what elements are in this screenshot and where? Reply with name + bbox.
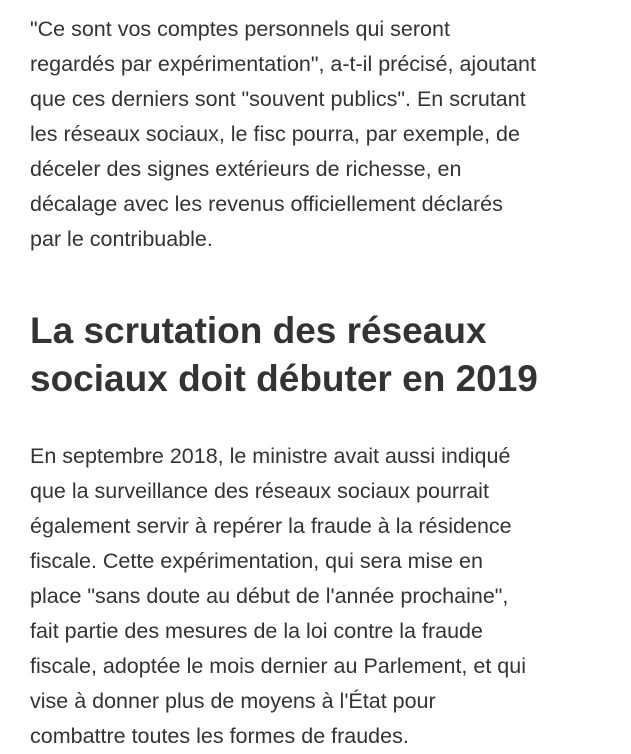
text-line: décalage avec les revenus officiellement déclarés bbox=[30, 192, 503, 216]
paragraph-intro bbox=[30, 12, 620, 257]
text-line: combattre toutes les formes de fraudes. bbox=[30, 724, 409, 748]
text-line: regardés par expérimentation", a-t-il précisé, ajoutant bbox=[30, 52, 536, 76]
heading-line: sociaux doit débuter en 2019 bbox=[30, 358, 538, 399]
text-line: que ces derniers sont "souvent publics". En scrutant bbox=[30, 87, 526, 111]
text-line: que la surveillance des réseaux sociaux pourrait bbox=[30, 479, 489, 503]
text-line: En septembre 2018, le ministre avait aussi indiqué bbox=[30, 444, 511, 468]
heading-line: La scrutation des réseaux bbox=[30, 310, 487, 351]
text-line: fait partie des mesures de la loi contre la fraude bbox=[30, 619, 483, 643]
text-line: par le contribuable. bbox=[30, 227, 213, 251]
text-line: les réseaux sociaux, le fisc pourra, par exemple, de bbox=[30, 122, 520, 146]
article-body bbox=[30, 12, 620, 754]
text-line: également servir à repérer la fraude à la résidence bbox=[30, 514, 512, 538]
text-line: déceler des signes extérieurs de richesse, en bbox=[30, 157, 462, 181]
text-line: place "sans doute au début de l'année prochaine", bbox=[30, 584, 509, 608]
text-line: fiscale. Cette expérimentation, qui sera mise en bbox=[30, 549, 483, 573]
section-heading bbox=[30, 307, 620, 403]
paragraph-body bbox=[30, 439, 620, 754]
text-line: vise à donner plus de moyens à l'État pour bbox=[30, 689, 436, 713]
text-line: "Ce sont vos comptes personnels qui seront bbox=[30, 17, 450, 41]
text-line: fiscale, adoptée le mois dernier au Parlement, et qui bbox=[30, 654, 526, 678]
